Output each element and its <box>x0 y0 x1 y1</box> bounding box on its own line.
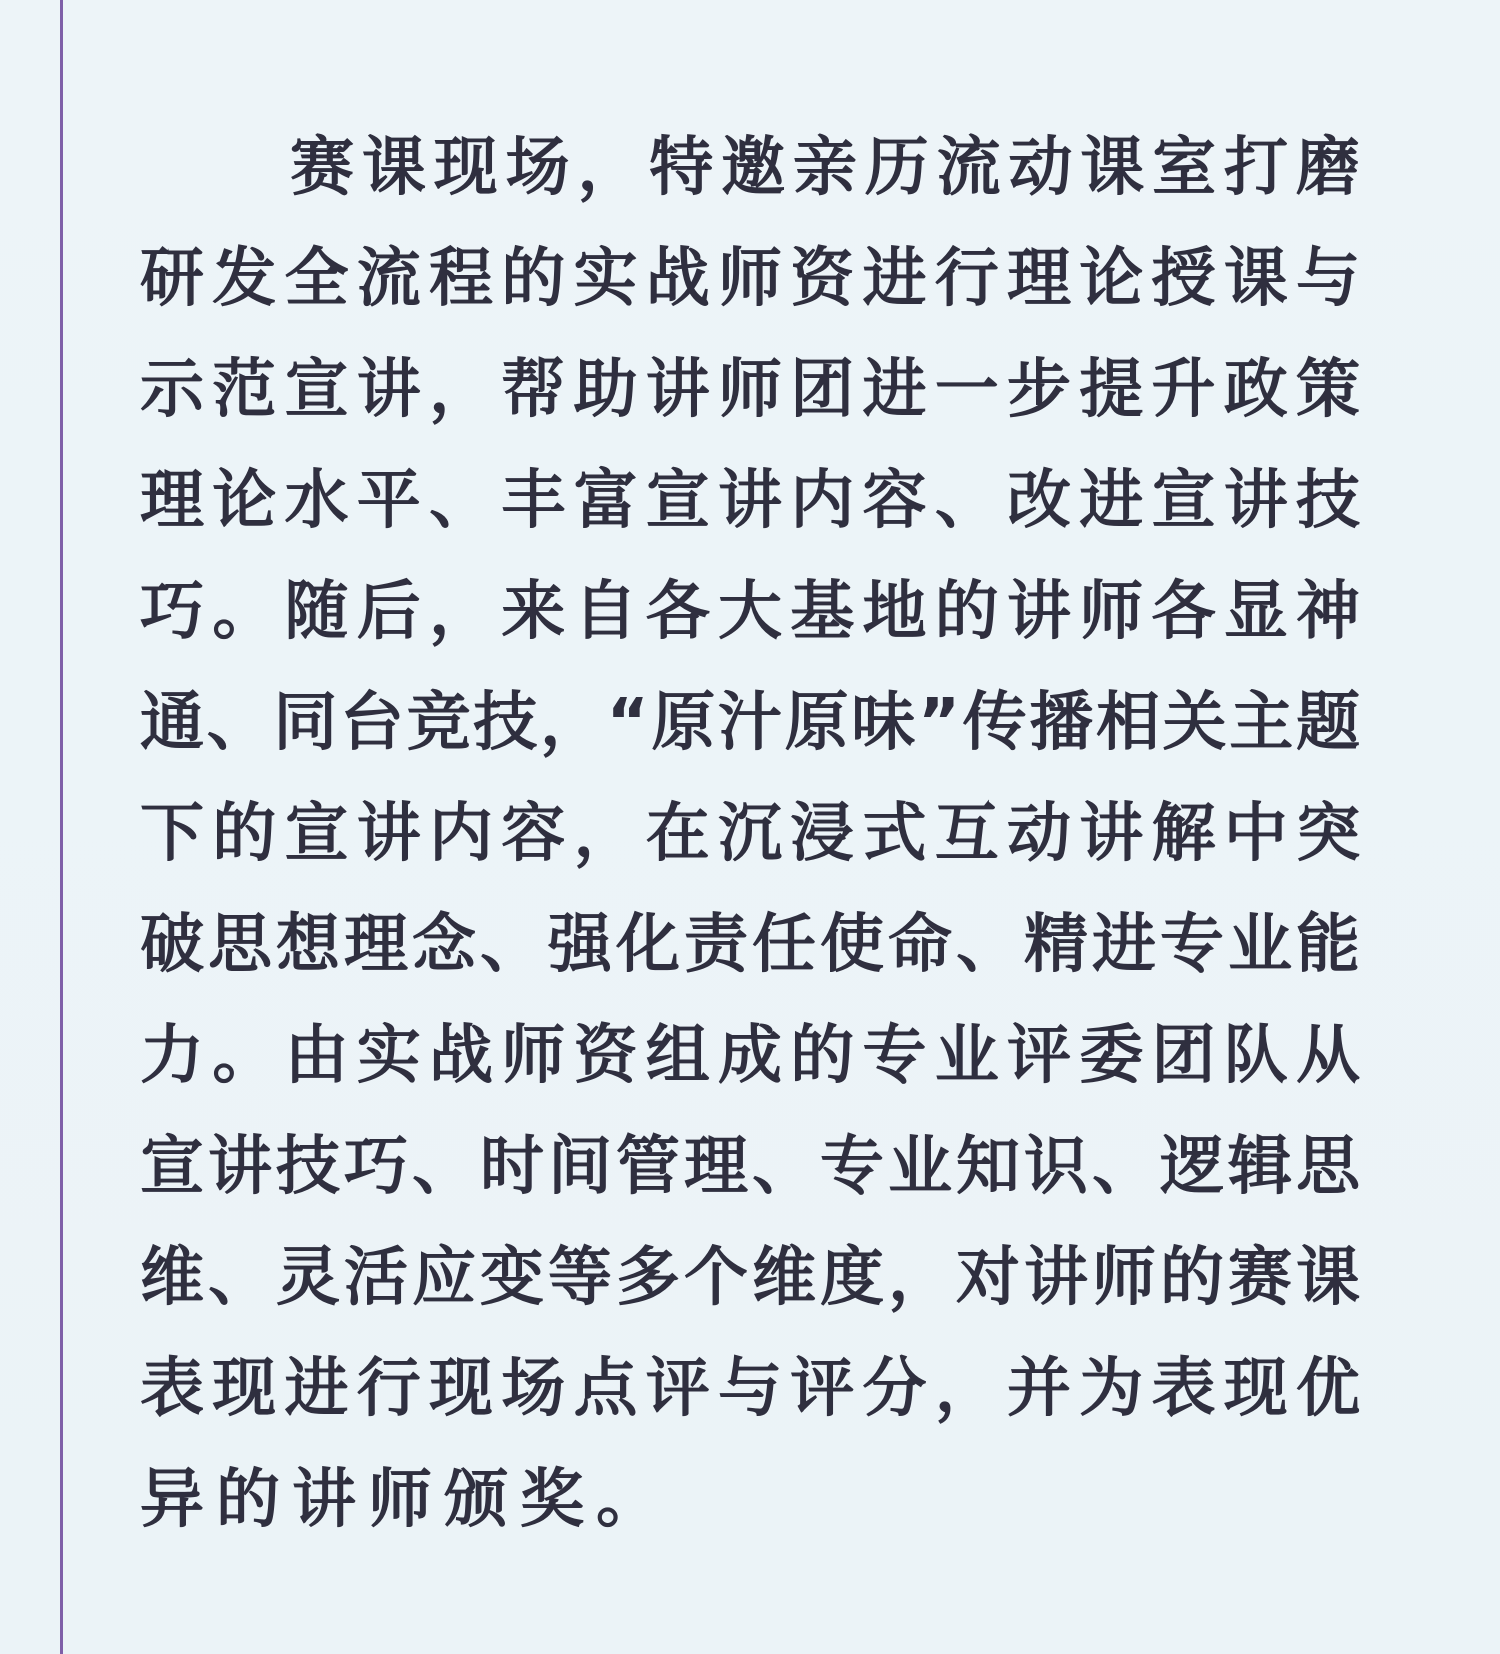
text-char: 升 <box>1151 352 1216 427</box>
text-char: 个 <box>684 1240 748 1315</box>
text-char: 知 <box>956 1129 1020 1204</box>
text-char: 播 <box>1029 685 1094 760</box>
text-char: 力 <box>140 1018 204 1093</box>
text-char: 、 <box>480 907 544 982</box>
text-char: 台 <box>339 685 404 760</box>
text-char: 专 <box>1160 907 1224 982</box>
text-char: 赛 <box>1228 1240 1292 1315</box>
text-char: 、 <box>208 1240 272 1315</box>
text-char: “ <box>606 685 649 760</box>
text-char: 现 <box>433 130 498 205</box>
text-char: 师 <box>1079 574 1144 649</box>
text-char: 同 <box>273 685 338 760</box>
text-char: 打 <box>1223 130 1288 205</box>
text-char: 内 <box>429 796 493 871</box>
text-char: 命 <box>888 907 952 982</box>
text-char: 课 <box>1080 130 1145 205</box>
text-char: 政 <box>1223 352 1288 427</box>
text-char: 表 <box>1151 1351 1216 1426</box>
text-char: 、 <box>412 1129 476 1204</box>
text-char: 宣 <box>284 796 349 871</box>
text-char: 竞 <box>406 685 471 760</box>
text-char: 与 <box>718 1351 782 1426</box>
text-char: 后 <box>356 574 421 649</box>
text-char: 辑 <box>1228 1129 1292 1204</box>
text-char: 现 <box>212 1351 277 1426</box>
text-char: 组 <box>645 1018 710 1093</box>
text-char: 应 <box>412 1240 476 1315</box>
text-char: 研 <box>140 241 204 316</box>
text-char: 讲 <box>356 352 421 427</box>
text-char: 中 <box>1223 796 1288 871</box>
text-char: 精 <box>1024 907 1088 982</box>
text-char: 责 <box>684 907 748 982</box>
text-char: 行 <box>356 1351 421 1426</box>
text-char: 理 <box>684 1129 748 1204</box>
text-char: 在 <box>645 796 710 871</box>
text-char: 原 <box>784 685 849 760</box>
text-char: 的 <box>1160 1240 1224 1315</box>
text-char: 进 <box>862 241 927 316</box>
text-char: 味 <box>851 685 916 760</box>
text-line-9 <box>140 1000 1360 1111</box>
text-char: 邀 <box>721 130 786 205</box>
text-char: 资 <box>790 241 855 316</box>
text-char: 发 <box>212 241 277 316</box>
text-char: 管 <box>616 1129 680 1204</box>
text-char: 课 <box>1296 1240 1360 1315</box>
text-char: 进 <box>284 1351 349 1426</box>
text-char: 内 <box>790 463 855 538</box>
text-char: 理 <box>344 907 408 982</box>
text-char: 评 <box>1007 1018 1071 1093</box>
text-char: 讲 <box>645 352 710 427</box>
text-char: ” <box>917 685 960 760</box>
text-char: 战 <box>645 241 710 316</box>
text-char: 维 <box>140 1240 204 1315</box>
text-char: 业 <box>934 1018 999 1093</box>
text-char: 委 <box>1079 1018 1144 1093</box>
text-char: 战 <box>429 1018 493 1093</box>
text-char: 进 <box>1092 907 1156 982</box>
text-line-4 <box>140 445 1360 556</box>
text-line-11 <box>140 1222 1360 1333</box>
text-char: ， <box>934 1351 999 1426</box>
text-char: 、 <box>1092 1129 1156 1204</box>
text-char: 各 <box>645 574 710 649</box>
text-char: 帮 <box>501 352 566 427</box>
text-char: 巧 <box>140 574 204 649</box>
text-char: 思 <box>1296 1129 1360 1204</box>
text-char: 程 <box>429 241 493 316</box>
text-char: 论 <box>1079 241 1144 316</box>
text-line-10 <box>140 1111 1360 1222</box>
text-char: 传 <box>962 685 1027 760</box>
text-char: 自 <box>573 574 638 649</box>
text-char: 平 <box>356 463 421 538</box>
text-char: 关 <box>1162 685 1227 760</box>
text-char: 奖 <box>520 1462 584 1537</box>
text-char: 讲 <box>1079 796 1144 871</box>
text-char: 为 <box>1079 1351 1144 1426</box>
text-char: 提 <box>1079 352 1144 427</box>
text-char: 宣 <box>1151 463 1216 538</box>
text-char: 并 <box>1007 1351 1071 1426</box>
text-char: 从 <box>1296 1018 1360 1093</box>
text-char: 对 <box>956 1240 1020 1315</box>
text-char: 思 <box>208 907 272 982</box>
text-char: 解 <box>1151 796 1216 871</box>
text-char: 变 <box>480 1240 544 1315</box>
text-char: 论 <box>212 463 277 538</box>
text-char: 亲 <box>792 130 857 205</box>
text-char: 化 <box>616 907 680 982</box>
text-char: 动 <box>1008 130 1073 205</box>
text-char: 师 <box>501 1018 566 1093</box>
text-char: 水 <box>284 463 349 538</box>
article-body <box>140 112 1360 1555</box>
text-char: 场 <box>505 130 570 205</box>
text-char: 通 <box>140 685 204 760</box>
text-char: 相 <box>1095 685 1160 760</box>
text-char: 流 <box>356 241 421 316</box>
text-line-5 <box>140 556 1360 667</box>
text-line-3 <box>140 334 1360 445</box>
text-char: 成 <box>718 1018 782 1093</box>
text-char: 分 <box>862 1351 927 1426</box>
text-char: 的 <box>216 1462 280 1537</box>
text-char: 师 <box>368 1462 432 1537</box>
text-char: 师 <box>718 352 782 427</box>
text-char: 现 <box>1223 1351 1288 1426</box>
text-char: 破 <box>140 907 204 982</box>
text-char: 互 <box>934 796 999 871</box>
text-char: 式 <box>862 796 927 871</box>
text-char: 多 <box>616 1240 680 1315</box>
text-char: 专 <box>820 1129 884 1204</box>
text-char: 业 <box>1228 907 1292 982</box>
text-char: ， <box>429 574 493 649</box>
text-char: 时 <box>480 1129 544 1204</box>
text-char: 技 <box>1296 463 1360 538</box>
text-char: 助 <box>573 352 638 427</box>
text-char: 一 <box>934 352 999 427</box>
text-char: 全 <box>284 241 349 316</box>
text-char: ， <box>888 1240 952 1315</box>
text-char: 赛 <box>290 130 354 205</box>
text-char: 师 <box>1092 1240 1156 1315</box>
text-char: 基 <box>790 574 855 649</box>
text-char: 场 <box>501 1351 566 1426</box>
text-char: 讲 <box>1024 1240 1088 1315</box>
text-char: 容 <box>862 463 927 538</box>
text-char: 实 <box>356 1018 421 1093</box>
text-char: 地 <box>862 574 927 649</box>
text-char: ， <box>577 130 642 205</box>
text-char: ， <box>429 352 493 427</box>
text-char: 念 <box>412 907 476 982</box>
text-char: 。 <box>596 1462 660 1537</box>
text-char: 评 <box>790 1351 855 1426</box>
text-char: 想 <box>276 907 340 982</box>
text-char: 团 <box>1151 1018 1216 1093</box>
text-char: 宣 <box>140 1129 204 1204</box>
text-char: 主 <box>1229 685 1294 760</box>
text-char: 讲 <box>356 796 421 871</box>
text-char: 宣 <box>645 463 710 538</box>
text-char: 大 <box>718 574 782 649</box>
text-char: 课 <box>1223 241 1288 316</box>
text-char: 宣 <box>284 352 349 427</box>
text-char: 、 <box>206 685 271 760</box>
text-char: 的 <box>790 1018 855 1093</box>
text-char: 示 <box>140 352 204 427</box>
text-char: 评 <box>645 1351 710 1426</box>
text-char: 的 <box>212 796 277 871</box>
text-char: 识 <box>1024 1129 1088 1204</box>
text-char: 突 <box>1296 796 1360 871</box>
text-char: 特 <box>649 130 714 205</box>
text-char: 维 <box>752 1240 816 1315</box>
left-vertical-rule <box>60 0 63 1654</box>
text-char: 。 <box>212 1018 277 1093</box>
text-char: 课 <box>361 130 426 205</box>
text-char: 点 <box>573 1351 638 1426</box>
text-char: 各 <box>1151 574 1216 649</box>
text-char: 团 <box>790 352 855 427</box>
text-char: 优 <box>1296 1351 1360 1426</box>
text-char: 丰 <box>501 463 566 538</box>
text-char: 题 <box>1295 685 1360 760</box>
text-char: 的 <box>934 574 999 649</box>
text-char: 容 <box>501 796 566 871</box>
text-char: 显 <box>1223 574 1288 649</box>
text-line-1 <box>140 112 1360 223</box>
text-char: 灵 <box>276 1240 340 1315</box>
text-line-12 <box>140 1333 1360 1444</box>
text-char: 技 <box>473 685 538 760</box>
text-line-8 <box>140 889 1360 1000</box>
text-char: 历 <box>864 130 929 205</box>
text-char: 。 <box>212 574 277 649</box>
text-char: 神 <box>1296 574 1360 649</box>
text-char: 资 <box>573 1018 638 1093</box>
text-char: 讲 <box>208 1129 272 1204</box>
text-char: 汁 <box>717 685 782 760</box>
text-line-13 <box>140 1444 1360 1555</box>
text-char: 、 <box>429 463 493 538</box>
text-char: 实 <box>573 241 638 316</box>
text-char: 、 <box>934 463 999 538</box>
text-char: 磨 <box>1295 130 1360 205</box>
text-char: 原 <box>651 685 716 760</box>
text-char: 范 <box>212 352 277 427</box>
text-char: 、 <box>752 1129 816 1204</box>
text-char: 逻 <box>1160 1129 1224 1204</box>
text-char: 授 <box>1151 241 1216 316</box>
text-char: 讲 <box>718 463 782 538</box>
text-char: 能 <box>1296 907 1360 982</box>
text-char: 步 <box>1007 352 1071 427</box>
text-char: 讲 <box>1223 463 1288 538</box>
text-char: 由 <box>284 1018 349 1093</box>
text-char: 颁 <box>444 1462 508 1537</box>
text-char: 使 <box>820 907 884 982</box>
text-char: 度 <box>820 1240 884 1315</box>
text-line-7 <box>140 778 1360 889</box>
text-char: 表 <box>140 1351 204 1426</box>
text-line-2 <box>140 223 1360 334</box>
text-char: 讲 <box>292 1462 356 1537</box>
text-char: 来 <box>501 574 566 649</box>
text-char: 任 <box>752 907 816 982</box>
text-char: 行 <box>934 241 999 316</box>
text-char: 异 <box>140 1462 204 1537</box>
text-char: 策 <box>1296 352 1360 427</box>
text-char: ， <box>573 796 638 871</box>
text-char: 队 <box>1223 1018 1288 1093</box>
text-char: 与 <box>1296 241 1360 316</box>
text-char: 随 <box>284 574 349 649</box>
text-char: 讲 <box>1007 574 1071 649</box>
text-char: 理 <box>140 463 204 538</box>
text-char: 技 <box>276 1129 340 1204</box>
text-char: 业 <box>888 1129 952 1204</box>
text-char: 等 <box>548 1240 612 1315</box>
text-char: ， <box>539 685 604 760</box>
text-char: 专 <box>862 1018 927 1093</box>
text-char: 师 <box>718 241 782 316</box>
text-char: 活 <box>344 1240 408 1315</box>
text-char: 下 <box>140 796 204 871</box>
text-char: 、 <box>956 907 1020 982</box>
text-char: 浸 <box>790 796 855 871</box>
text-char: 动 <box>1007 796 1071 871</box>
text-char: 现 <box>429 1351 493 1426</box>
text-char: 沉 <box>718 796 782 871</box>
text-line-6 <box>140 667 1360 778</box>
text-char: 进 <box>1079 463 1144 538</box>
text-char: 富 <box>573 463 638 538</box>
text-char: 的 <box>501 241 566 316</box>
text-char: 理 <box>1007 241 1071 316</box>
text-char: 室 <box>1152 130 1217 205</box>
text-char: 改 <box>1007 463 1071 538</box>
text-char: 流 <box>936 130 1001 205</box>
text-char: 强 <box>548 907 612 982</box>
text-char: 间 <box>548 1129 612 1204</box>
text-char: 巧 <box>344 1129 408 1204</box>
text-char: 进 <box>862 352 927 427</box>
